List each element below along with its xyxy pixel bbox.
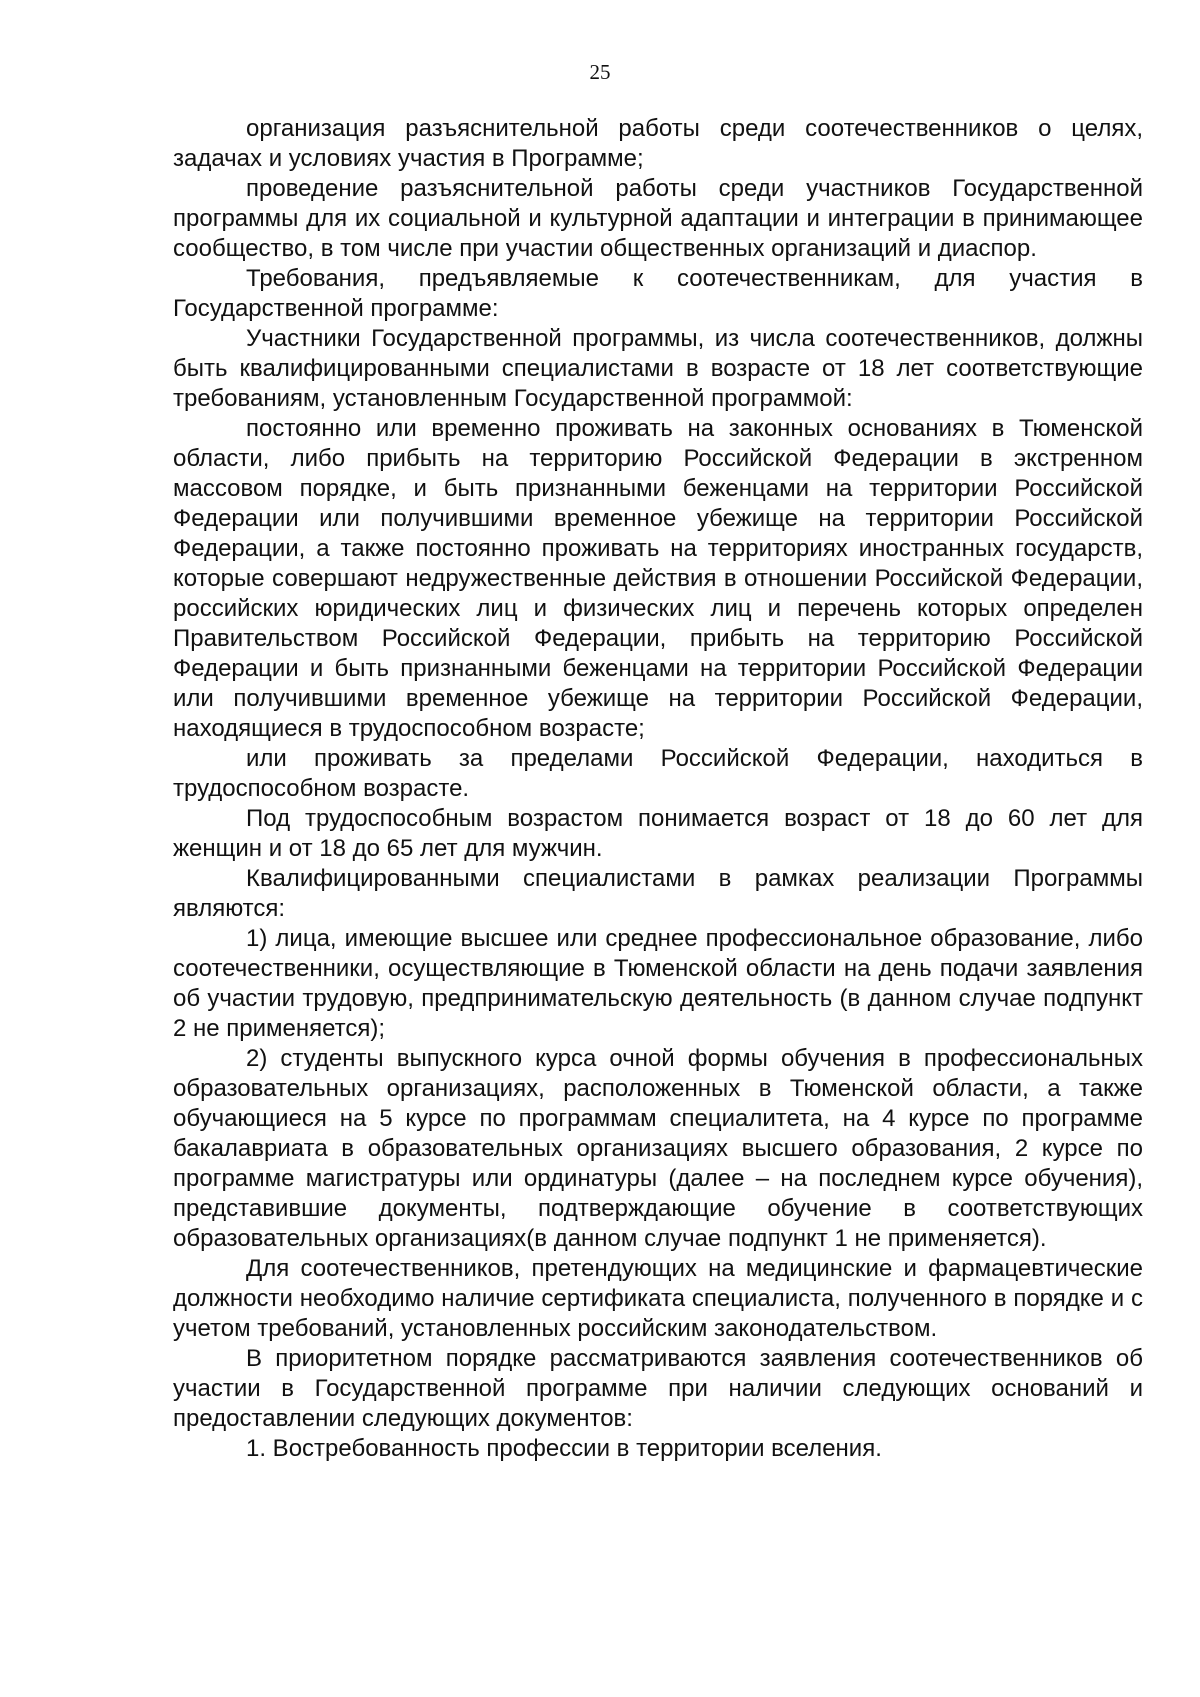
paragraph: организация разъяснительной работы среди соотечественников о целях, задачах и условиях участия в Программе;: [173, 115, 1143, 172]
paragraph: В приоритетном порядке рассматриваются заявления соотечественников об участии в Государственной программе при наличии следующих оснований и предоставлении следующих документов:: [173, 1345, 1143, 1432]
paragraph: Квалифицированными специалистами в рамках реализации Программы являются:: [173, 865, 1143, 922]
numbered-item-1: 1. Востребованность профессии в территории вселения.: [246, 1435, 882, 1462]
paragraph: проведение разъяснительной работы среди участников Государственной программы для их социальной и культурной адаптации и интеграции в принимающее сообщество, в том числе при участии общественных организаций и диаспор.: [173, 175, 1143, 262]
paragraph: Для соотечественников, претендующих на медицинские и фармацевтические должности необходимо наличие сертификата специалиста, полученного в порядке и с учетом требований, установленных российским законодательством.: [173, 1255, 1143, 1342]
list-item-subpoint-1: 1) лица, имеющие высшее или среднее профессиональное образование, либо соотечественники, осуществляющие в Тюменской области на день подачи заявления об участии трудовую, предпринимательскую деятельность (в данном случае подпункт 2 не применяется);: [173, 925, 1143, 1042]
paragraph: Под трудоспособным возрастом понимается возраст от 18 до 60 лет для женщин и от 18 до 65 лет для мужчин.: [173, 805, 1143, 862]
paragraph: или проживать за пределами Российской Федерации, находиться в трудоспособном возрасте.: [173, 745, 1143, 802]
list-item-subpoint-2: 2) студенты выпускного курса очной формы обучения в профессиональных образовательных организациях, расположенных в Тюменской области, а также обучающиеся на 5 курсе по программам специалитета, на 4 курсе по программе бакалавриата в образовательных организациях высшего образования, 2 курсе по программе магистратуры или ординатуры (далее – на последнем курсе обучения), представившие документы, подтверждающие обучение в соответствующих образовательных организациях(в данном случае подпункт 1 не применяется).: [173, 1045, 1143, 1252]
document-body: [173, 114, 1143, 1464]
paragraph: постоянно или временно проживать на законных основаниях в Тюменской области, либо прибыть на территорию Российской Федерации в экстренном массовом порядке, и быть признанными беженцами на территории Российской Федерации или получившими временное убежище на территории Российской Федерации, а также постоянно проживать на территориях иностранных государств, которые совершают недружественные действия в отношении Российской Федерации, российских юридических лиц и физических лиц и перечень которых определен Правительством Российской Федерации, прибыть на территорию Российской Федерации и быть признанными беженцами на территории Российской Федерации или получившими временное убежище на территории Российской Федерации, находящиеся в трудоспособном возрасте;: [173, 415, 1143, 742]
paragraph: Требования, предъявляемые к соотечественникам, для участия в Государственной программе:: [173, 265, 1143, 322]
paragraph: Участники Государственной программы, из числа соотечественников, должны быть квалифицированными специалистами в возрасте от 18 лет соответствующие требованиям, установленным Государственной программой:: [173, 325, 1143, 412]
page-number: 25: [589, 60, 611, 84]
